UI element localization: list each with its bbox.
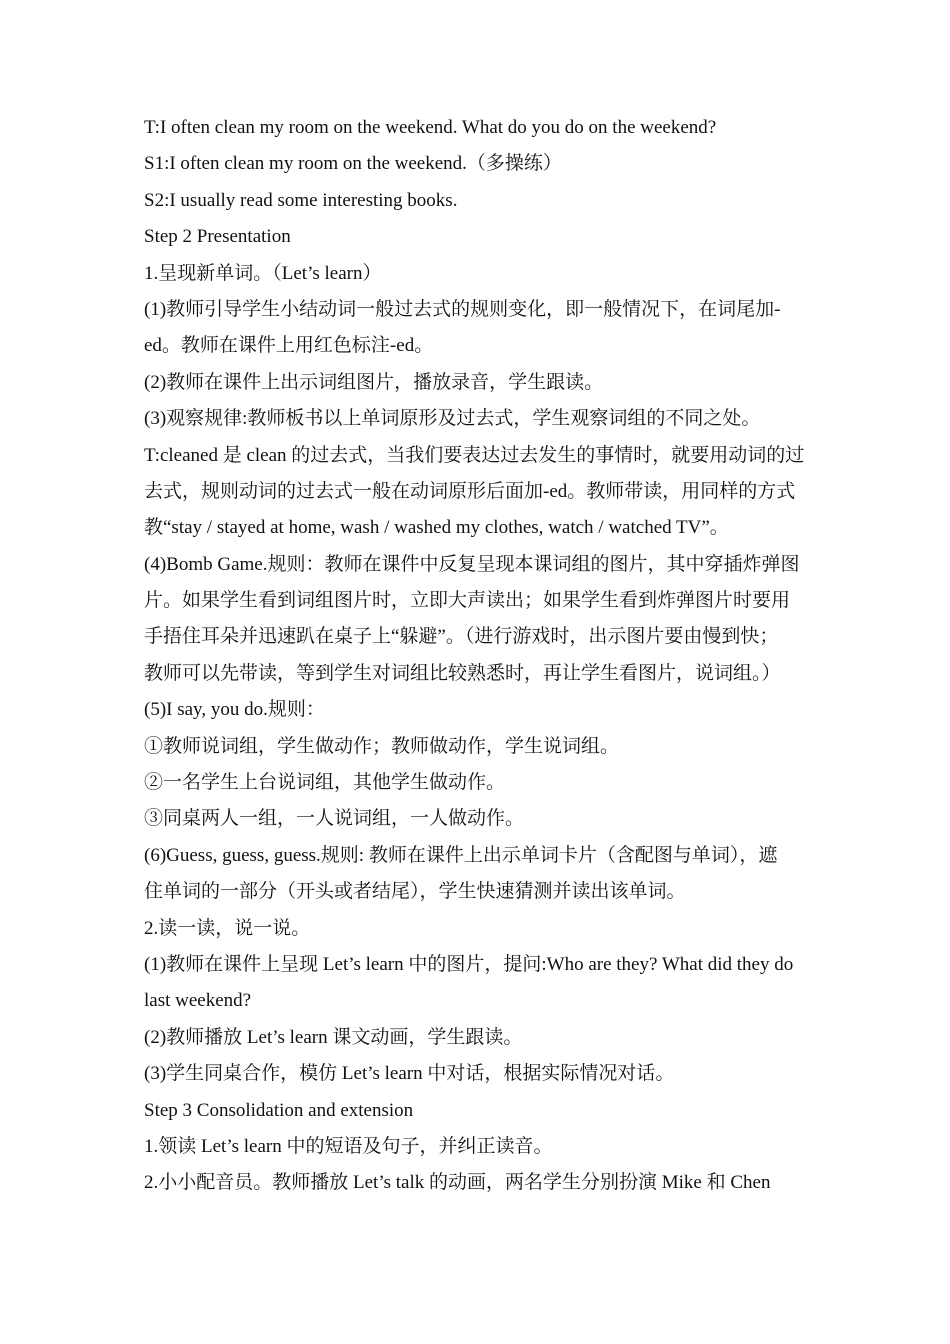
text-line: 教师可以先带读，等到学生对词组比较熟悉时，再让学生看图片，说词组。） [144, 662, 781, 684]
text-line: T:I often clean my room on the weekend. What do you do on the weekend? [144, 117, 717, 138]
text-line: (3)学生同桌合作，模仿 Let’s learn 中对话，根据实际情况对话。 [144, 1063, 675, 1085]
text-line: 手捂住耳朵并迅速趴在桌子上“躲避”。（进行游戏时，出示图片要由慢到快； [144, 626, 779, 648]
text-line: ①教师说词组，学生做动作；教师做动作，学生说词组。 [144, 735, 620, 757]
text-line: (1)教师引导学生小结动词一般过去式的规则变化，即一般情况下，在词尾加- [144, 298, 781, 320]
text-line: ②一名学生上台说词组，其他学生做动作。 [144, 772, 506, 794]
text-line: ③同桌两人一组，一人说词组，一人做动作。 [144, 808, 525, 830]
text-line: ed。教师在课件上用红色标注-ed。 [144, 335, 434, 357]
text-line: (5)I say, you do.规则： [144, 699, 325, 721]
text-line: 片。如果学生看到词组图片时，立即大声读出；如果学生看到炸弹图片时要用 [144, 590, 791, 612]
text-line: (6)Guess, guess, guess.规则: 教师在课件上出示单词卡片（含配图与单词），遮 [144, 844, 778, 866]
text-line: 去式，规则动词的过去式一般在动词原形后面加-ed。教师带读，用同样的方式 [144, 480, 796, 502]
text-line: last weekend? [144, 990, 252, 1012]
text-line: 住单词的一部分（开头或者结尾），学生快速猜测并读出该单词。 [144, 881, 686, 903]
text-line: 1.领读 Let’s learn 中的短语及句子，并纠正读音。 [144, 1135, 553, 1157]
section-heading: Step 2 Presentation [144, 226, 291, 248]
text-line: 2.小小配音员。教师播放 Let’s talk 的动画，两名学生分别扮演 Mike 和 Chen [144, 1172, 771, 1194]
text-line: S1:I often clean my room on the weekend.（多操练） [144, 153, 562, 175]
text-line: S2:I usually read some interesting books. [144, 189, 458, 211]
text-line: (4)Bomb Game.规则：教师在课件中反复呈现本课词组的图片，其中穿插炸弹图 [144, 553, 800, 575]
text-line: (3)观察规律:教师板书以上单词原形及过去式，学生观察词组的不同之处。 [144, 408, 761, 430]
text-line: (2)教师在课件上出示词组图片，播放录音，学生跟读。 [144, 371, 604, 393]
document-body [144, 110, 814, 1202]
section-heading: Step 3 Consolidation and extension [144, 1099, 414, 1121]
text-line: 2.读一读，说一说。 [144, 917, 311, 939]
text-line: 1.呈现新单词。（Let’s learn） [144, 262, 382, 284]
text-line: 教“stay / stayed at home, wash / washed my clothes, watch / watched TV”。 [144, 517, 729, 539]
text-line: (1)教师在课件上呈现 Let’s learn 中的图片，提问:Who are they? What did they do [144, 953, 794, 975]
text-line: (2)教师播放 Let’s learn 课文动画，学生跟读。 [144, 1026, 523, 1048]
text-line: T:cleaned 是 clean 的过去式，当我们要表达过去发生的事情时，就要用动词的过 [144, 444, 805, 466]
